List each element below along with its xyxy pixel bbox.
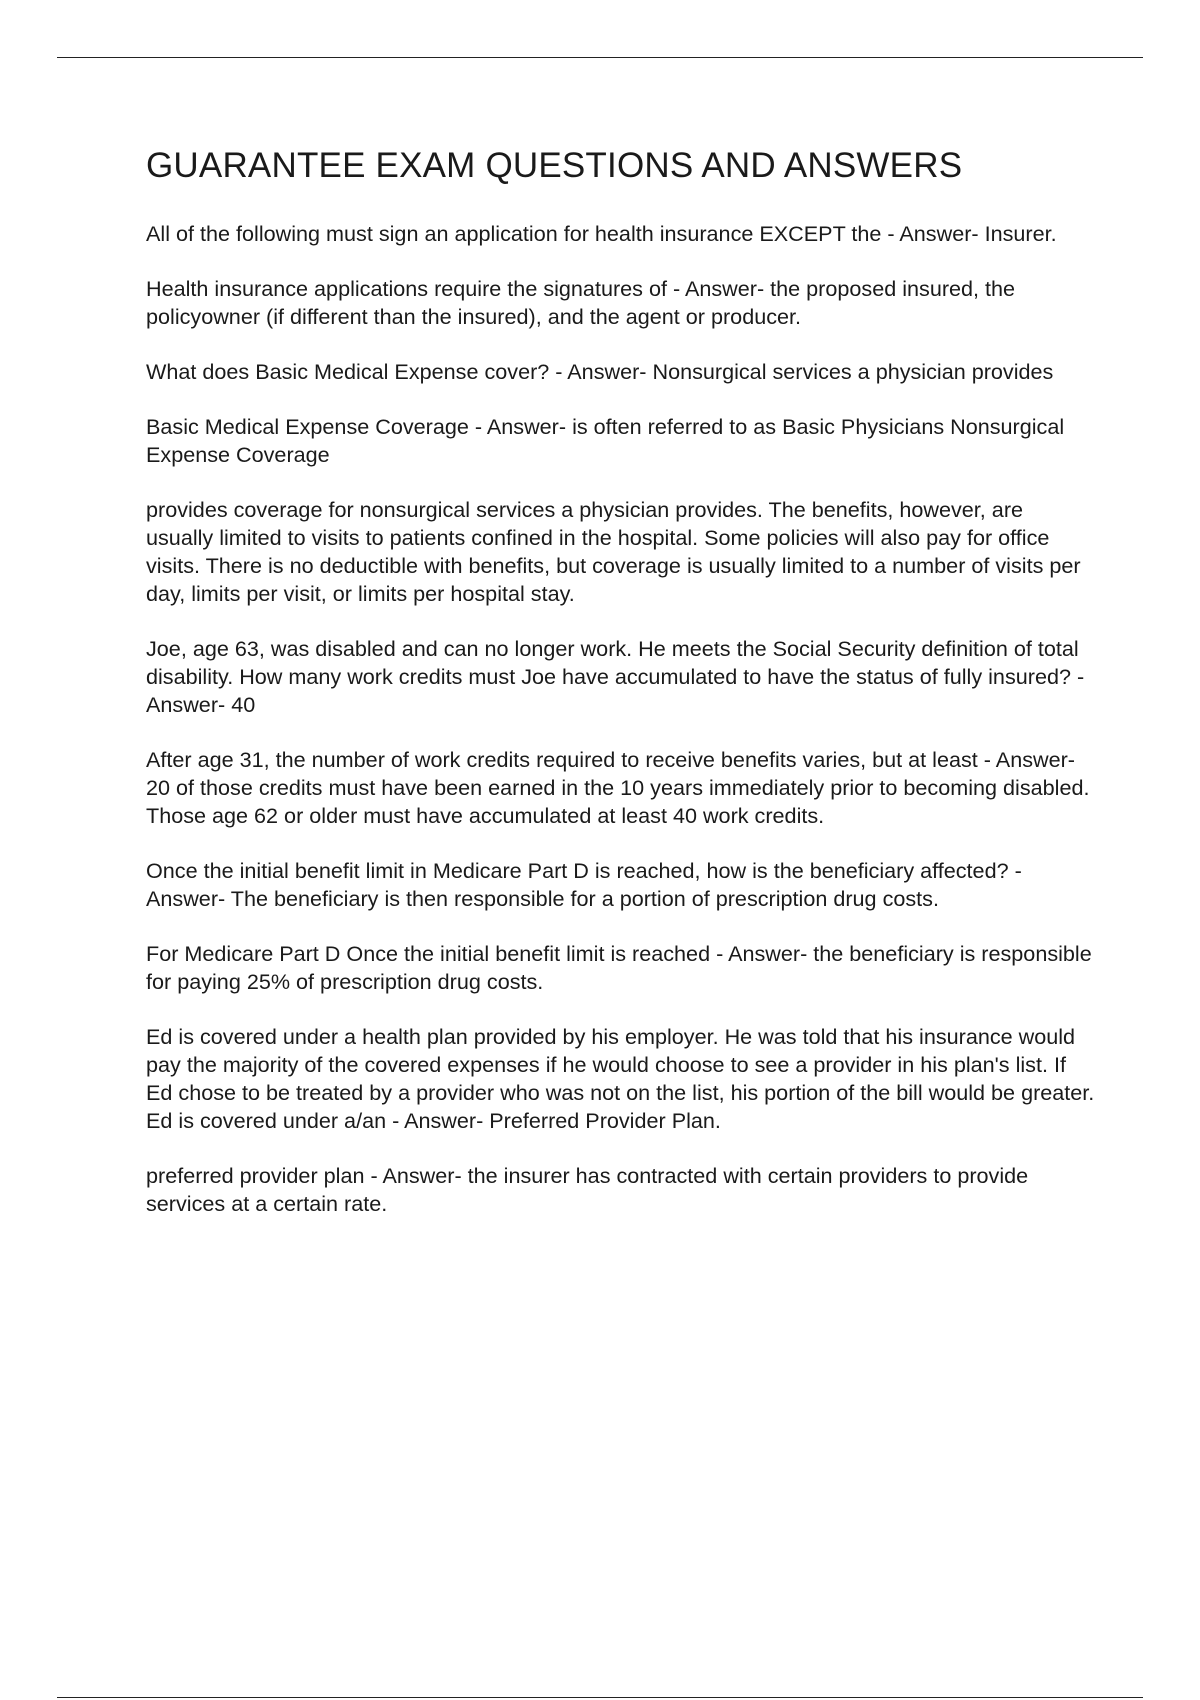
qa-paragraph: All of the following must sign an application for health insurance EXCEPT the - Answer- Insurer. — [146, 221, 1057, 246]
qa-paragraph: For Medicare Part D Once the initial benefit limit is reached - Answer- the beneficiary is responsible for paying 25% of prescription drug costs. — [146, 941, 1092, 994]
qa-paragraph: preferred provider plan - Answer- the insurer has contracted with certain providers to provide services at a certain rate. — [146, 1163, 1029, 1216]
qa-paragraph: Joe, age 63, was disabled and can no longer work. He meets the Social Security definition of total disability. How many work credits must Joe have accumulated to have the status of fully insured? - Answer- 40 — [146, 636, 1085, 717]
qa-list — [146, 220, 1096, 1218]
document-title: GUARANTEE EXAM QUESTIONS AND ANSWERS — [146, 146, 963, 185]
bottom-rule — [57, 1697, 1143, 1698]
top-rule — [57, 57, 1143, 58]
document-body — [146, 142, 1096, 1245]
qa-paragraph: Health insurance applications require the signatures of - Answer- the proposed insured, the policyowner (if different than the insured), and the agent or producer. — [146, 276, 1016, 329]
qa-paragraph: Basic Medical Expense Coverage - Answer- is often referred to as Basic Physicians Nonsurgical Expense Coverage — [146, 414, 1065, 467]
qa-paragraph: What does Basic Medical Expense cover? - Answer- Nonsurgical services a physician provides — [146, 359, 1054, 384]
qa-paragraph: Ed is covered under a health plan provided by his employer. He was told that his insurance would pay the majority of the covered expenses if he would choose to see a provider in his plan's list. If Ed chose to be treated by a provider who was not on the list, his portion of the bill would be greater. Ed is covered under a/an - Answer- Preferred Provider Plan. — [146, 1024, 1095, 1133]
qa-paragraph: After age 31, the number of work credits required to receive benefits varies, but at least - Answer- 20 of those credits must have been earned in the 10 years immediately prior to becoming disabled. Those age 62 or older must have accumulated at least 40 work credits. — [146, 747, 1090, 828]
qa-paragraph: provides coverage for nonsurgical services a physician provides. The benefits, however, are usually limited to visits to patients confined in the hospital. Some policies will also pay for office visits. There is no deductible with benefits, but coverage is usually limited to a number of visits per day, limits per visit, or limits per hospital stay. — [146, 497, 1081, 606]
qa-paragraph: Once the initial benefit limit in Medicare Part D is reached, how is the beneficiary affected? - Answer- The beneficiary is then responsible for a portion of prescription drug costs. — [146, 858, 1022, 911]
